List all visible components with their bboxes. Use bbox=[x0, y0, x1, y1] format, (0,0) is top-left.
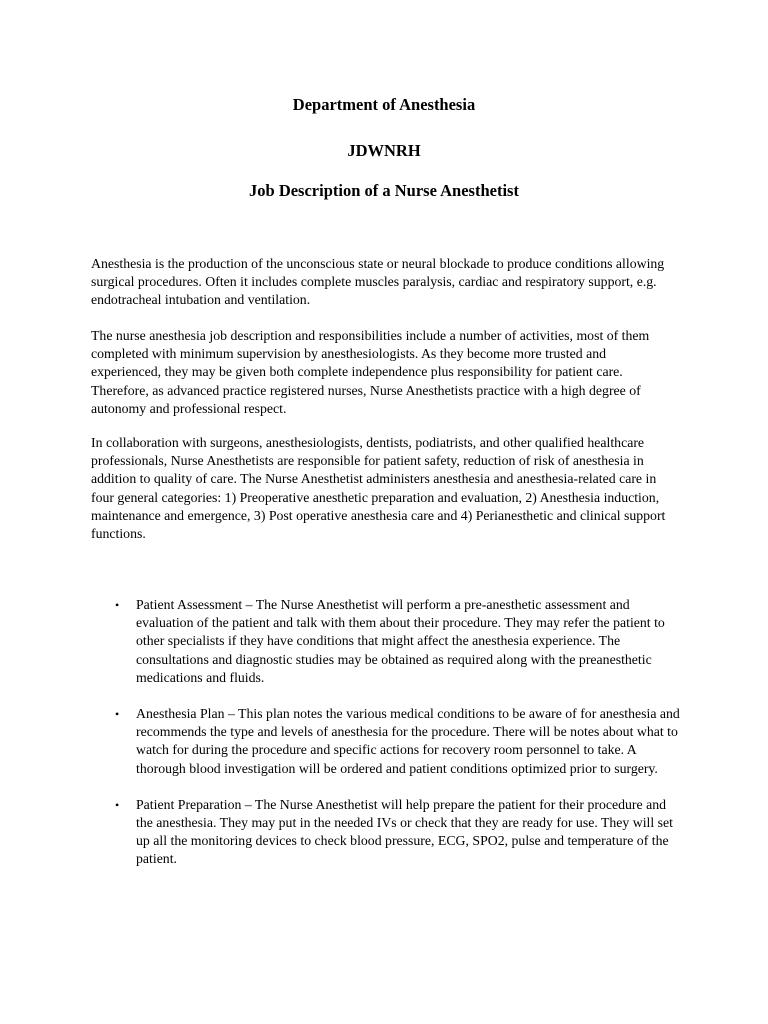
responsibilities-paragraph: The nurse anesthesia job description and responsibilities include a number of activities, most of them completed with minimum supervision by anesthesiologists. As they become more trusted and experienced, they may be given both complete independence plus responsibility for patient care. Therefore, as advanced practice registered nurses, Nurse Anesthetists practice with a high degree of autonomy and professional respect. bbox=[91, 328, 650, 416]
bullet-icon: • bbox=[115, 707, 120, 722]
hospital-heading: JDWNRH bbox=[347, 141, 421, 160]
list-item-patient-preparation bbox=[0, 796, 768, 869]
bullet-icon: • bbox=[115, 598, 120, 612]
list-item-text: Anesthesia Plan – This plan notes the various medical conditions to be aware of for anesthesia and recommends the type and levels of anesthesia for the procedure. There will be notes about what to watch for during the procedure and specific actions for recovery room personnel to take. A thorough blood investigation will be ordered and patient conditions optimized prior to surgery. bbox=[136, 706, 680, 776]
collaboration-paragraph: In collaboration with surgeons, anesthesiologists, dentists, podiatrists, and other qualified healthcare professionals, Nurse Anesthetists are responsible for patient safety, reduction of risk of anesthesia in addition to quality of care. The Nurse Anesthetist administers anesthesia and anesthesia-related care in four general categories: 1) Preoperative anesthetic preparation and evaluation, 2) Anesthesia induction, maintenance and emergence, 3) Post operative anesthesia care and 4) Perianesthetic and clinical support functions. bbox=[91, 435, 666, 542]
intro-paragraph: Anesthesia is the production of the unconscious state or neural blockade to produce conditions allowing surgical procedures. Often it includes complete muscles paralysis, cardiac and respiratory support, e.g. endotracheal intubation and ventilation. bbox=[91, 256, 665, 308]
list-item-text: Patient Assessment – The Nurse Anesthetist will perform a pre-anesthetic assessment and evaluation of the patient and talk with them about their procedure. They may refer the patient to other specialists if they have conditions that might affect the anesthesia experience. The consultations and diagnostic studies may be obtained as required along with the preanesthetic medications and fluids. bbox=[136, 597, 665, 685]
list-item-text: Patient Preparation – The Nurse Anesthetist will help prepare the patient for their procedure and the anesthesia. They may put in the needed IVs or check that they are ready for use. They will set up all the monitoring devices to check blood pressure, ECG, SPO2, pulse and temperature of the patient. bbox=[136, 796, 674, 867]
duties-list bbox=[0, 596, 768, 887]
department-heading: Department of Anesthesia bbox=[292, 95, 476, 114]
list-item-patient-assessment bbox=[0, 596, 768, 687]
list-item-anesthesia-plan bbox=[0, 705, 768, 778]
document-title: Job Description of a Nurse Anesthetist bbox=[249, 181, 519, 200]
bullet-icon: • bbox=[115, 797, 120, 812]
